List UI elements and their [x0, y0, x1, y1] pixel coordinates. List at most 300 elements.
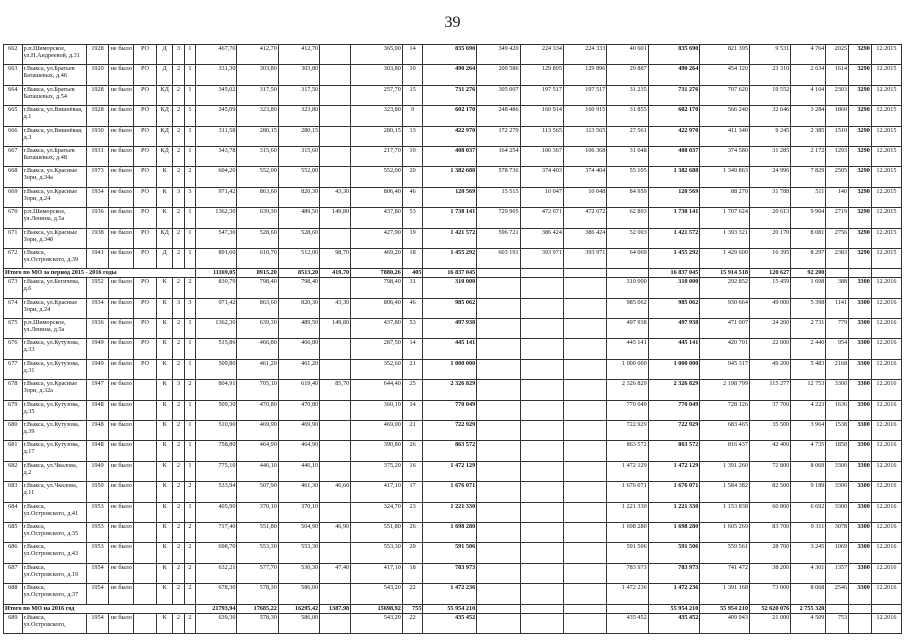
- type-cell: К: [156, 613, 173, 633]
- cost-part3-cell: 4 735: [791, 441, 826, 461]
- cost-part3-cell: 511: [791, 187, 826, 207]
- cost-part1-cell: 1 349 863: [700, 167, 750, 187]
- regional-cell: [520, 359, 563, 379]
- total-area-cell: 343,78: [196, 146, 237, 166]
- cost-part3-cell: 8 081: [791, 228, 826, 248]
- floors-cell: 3: [173, 298, 184, 318]
- fund-cell: 578 736: [477, 167, 520, 187]
- residents-cell: 16: [402, 461, 423, 481]
- local-cell: [563, 522, 606, 542]
- regional-cell: [520, 421, 563, 441]
- cost-part3-cell: 8 069: [791, 461, 826, 481]
- owned-area-cell: 644,40: [351, 380, 403, 400]
- floors-cell: 2: [173, 208, 184, 228]
- type-cell: К: [156, 208, 173, 228]
- residents-cell: 10: [402, 65, 423, 85]
- floors-cell: 2: [173, 502, 184, 522]
- living-area-cell: 489,50: [278, 208, 319, 228]
- total-area-cell: 345,09: [196, 106, 237, 126]
- condition-cell: не было: [109, 543, 134, 563]
- living-area-cell: 489,50: [278, 319, 319, 339]
- condition-cell: не было: [109, 400, 134, 420]
- nonliving-area-cell: [320, 421, 351, 441]
- unit-cost-cell: 3300: [826, 502, 849, 522]
- owners-cell: 770 049: [607, 400, 648, 420]
- year-cell: 1949: [86, 359, 109, 379]
- cost-part3-cell: 2 385: [791, 126, 826, 146]
- regional-cell: [520, 400, 563, 420]
- cost-part2-cell: 23 310: [749, 65, 790, 85]
- nonliving-area-cell: [320, 441, 351, 461]
- cost-works-cell: 435 452: [648, 613, 700, 633]
- total-area-cell: 311,58: [196, 126, 237, 146]
- residents-cell: 18: [402, 248, 423, 268]
- cost-part2-cell: 83 700: [749, 522, 790, 542]
- unit-cost-cell: 3300: [826, 461, 849, 481]
- entrances-cell: 3: [184, 187, 195, 207]
- cost-works-cell: 1 000 000: [648, 359, 700, 379]
- empty-cell: [826, 604, 849, 613]
- condition-cell: не было: [109, 461, 134, 481]
- type-cell: К: [156, 278, 173, 298]
- entrances-cell: 2: [184, 482, 195, 502]
- condition-cell: не было: [109, 502, 134, 522]
- year-cell: 1948: [86, 400, 109, 420]
- condition-cell: не было: [109, 85, 134, 105]
- type-cell: Д: [156, 65, 173, 85]
- address-cell: г.Выкса, ул.Красные Зори, д.34а: [22, 167, 86, 187]
- owners-cell: 435 452: [607, 613, 648, 633]
- empty-cell: [826, 269, 849, 278]
- cost-total-cell: 591 506: [423, 543, 477, 563]
- table-row: [4, 421, 902, 441]
- table-row: [4, 298, 902, 318]
- table-row: [4, 106, 902, 126]
- owners-cell: 64 069: [607, 248, 648, 268]
- fund-cell: [477, 278, 520, 298]
- cost-part1-cell: 707 620: [700, 85, 750, 105]
- cost-part1-cell: 728 126: [700, 400, 750, 420]
- type-cell: К: [156, 319, 173, 339]
- area-cell: 578,30: [237, 584, 278, 604]
- cost-part3-cell: 8 068: [791, 584, 826, 604]
- local-cell: 129 896: [563, 65, 606, 85]
- cost-total-cell: 310 000: [423, 278, 477, 298]
- owned-area-cell: 324,70: [351, 502, 403, 522]
- floors-cell: 2: [173, 65, 184, 85]
- subtotal-f5-cell: 16 837 045: [648, 269, 700, 278]
- living-area-cell: 552,00: [278, 167, 319, 187]
- limit-cell: 3290: [849, 85, 872, 105]
- nonliving-area-cell: [320, 106, 351, 126]
- local-cell: 386 424: [563, 228, 606, 248]
- row-number: 688: [4, 584, 23, 604]
- cost-total-cell: 602 170: [423, 106, 477, 126]
- residents-cell: 10: [402, 146, 423, 166]
- cost-part3-cell: 9 311: [791, 522, 826, 542]
- entrances-cell: 1: [184, 400, 195, 420]
- material-cell: РО: [134, 126, 157, 146]
- cost-total-cell: 722 929: [423, 421, 477, 441]
- residents-cell: 14: [402, 339, 423, 359]
- address-cell: г.Выкса, ул.Островского, д.37: [22, 584, 86, 604]
- area-cell: 863,60: [237, 298, 278, 318]
- nonliving-area-cell: [320, 146, 351, 166]
- cost-part1-cell: 1 584 382: [700, 482, 750, 502]
- material-cell: [134, 502, 157, 522]
- address-cell: г.Выкса, ул.Островского, д.39: [22, 248, 86, 268]
- table-row: [4, 248, 902, 268]
- floors-cell: 3: [173, 380, 184, 400]
- cost-total-cell: 1 221 330: [423, 502, 477, 522]
- year-cell: 1947: [86, 380, 109, 400]
- residents-cell: 26: [402, 441, 423, 461]
- unit-cost-cell: 1293: [826, 146, 849, 166]
- living-area-cell: 317,50: [278, 85, 319, 105]
- cost-total-cell: 1 472 129: [423, 461, 477, 481]
- period-cell: 12.2015: [871, 187, 901, 207]
- cost-part3-cell: 9 189: [791, 482, 826, 502]
- local-cell: [563, 339, 606, 359]
- empty-cell: [607, 604, 648, 613]
- living-area-cell: 619,40: [278, 380, 319, 400]
- table-row: [4, 400, 902, 420]
- cost-part3-cell: 6 692: [791, 502, 826, 522]
- cost-part1-cell: 1 393 321: [700, 228, 750, 248]
- fund-cell: 164 254: [477, 146, 520, 166]
- regional-cell: [520, 522, 563, 542]
- limit-cell: 3300: [849, 319, 872, 339]
- type-cell: КД: [156, 228, 173, 248]
- entrances-cell: 1: [184, 359, 195, 379]
- cost-part3-cell: 2 731: [791, 319, 826, 339]
- type-cell: К: [156, 359, 173, 379]
- owned-area-cell: 375,20: [351, 461, 403, 481]
- regional-cell: [520, 563, 563, 583]
- cost-total-cell: 770 049: [423, 400, 477, 420]
- period-cell: 12.2016: [871, 543, 901, 563]
- entrances-cell: 2: [184, 278, 195, 298]
- type-cell: КД: [156, 146, 173, 166]
- subtotal-people-cell: 405: [402, 269, 423, 278]
- residents-cell: 9: [402, 106, 423, 126]
- area-cell: 461,20: [237, 359, 278, 379]
- fund-cell: [477, 461, 520, 481]
- area-cell: 469,90: [237, 421, 278, 441]
- material-cell: РО: [134, 339, 157, 359]
- cost-works-cell: 1 382 688: [648, 167, 700, 187]
- total-area-cell: 509,30: [196, 400, 237, 420]
- condition-cell: не было: [109, 563, 134, 583]
- fund-cell: 15 515: [477, 187, 520, 207]
- material-cell: РО: [134, 359, 157, 379]
- table-row: [4, 167, 902, 187]
- owned-area-cell: 551,80: [351, 522, 403, 542]
- total-area-cell: 891,60: [196, 248, 237, 268]
- owned-area-cell: 287,50: [351, 339, 403, 359]
- subtotal-a1-cell: 11169,05: [196, 269, 237, 278]
- residents-cell: 31: [402, 278, 423, 298]
- cost-part1-cell: 1 391 168: [700, 584, 750, 604]
- condition-cell: не было: [109, 106, 134, 126]
- entrances-cell: 2: [184, 584, 195, 604]
- cost-part1-cell: 559 561: [700, 543, 750, 563]
- nonliving-area-cell: [320, 400, 351, 420]
- cost-works-cell: 497 938: [648, 319, 700, 339]
- unit-cost-cell: 2025: [826, 45, 849, 65]
- limit-cell: 3300: [849, 482, 872, 502]
- condition-cell: не было: [109, 613, 134, 633]
- floors-cell: 2: [173, 584, 184, 604]
- subtotal-f6-cell: 15 914 518: [700, 269, 750, 278]
- cost-part3-cell: 4 301: [791, 563, 826, 583]
- cost-part2-cell: 73 000: [749, 584, 790, 604]
- limit-cell: 3300: [849, 400, 872, 420]
- type-cell: КД: [156, 85, 173, 105]
- type-cell: К: [156, 421, 173, 441]
- nonliving-area-cell: 46,90: [320, 522, 351, 542]
- cost-works-cell: 1 676 071: [648, 482, 700, 502]
- owned-area-cell: 806,40: [351, 187, 403, 207]
- living-area-cell: 820,30: [278, 298, 319, 318]
- area-cell: 705,10: [237, 380, 278, 400]
- owned-area-cell: 352,60: [351, 359, 403, 379]
- table-row: [4, 584, 902, 604]
- living-area-cell: 586,00: [278, 613, 319, 633]
- table-row: [4, 522, 902, 542]
- area-cell: 551,80: [237, 522, 278, 542]
- nonliving-area-cell: 43,30: [320, 187, 351, 207]
- type-cell: К: [156, 482, 173, 502]
- material-cell: РО: [134, 85, 157, 105]
- unit-cost-cell: 753: [826, 613, 849, 633]
- cost-part2-cell: 9 531: [749, 45, 790, 65]
- total-area-cell: 515,86: [196, 339, 237, 359]
- table-row: [4, 187, 902, 207]
- owners-cell: 445 141: [607, 339, 648, 359]
- table-row: [4, 441, 902, 461]
- local-cell: [563, 298, 606, 318]
- cost-part3-cell: 4 764: [791, 45, 826, 65]
- period-cell: 12.2016: [871, 482, 901, 502]
- fund-cell: [477, 502, 520, 522]
- year-cell: 1953: [86, 543, 109, 563]
- local-cell: 10 048: [563, 187, 606, 207]
- local-cell: [563, 319, 606, 339]
- period-cell: 12.2016: [871, 339, 901, 359]
- regional-cell: 106 367: [520, 146, 563, 166]
- limit-cell: 3300: [849, 359, 872, 379]
- type-cell: К: [156, 167, 173, 187]
- address-cell: г.Выкса, ул.Красные Зори, д.24: [22, 187, 86, 207]
- cost-works-cell: 591 506: [648, 543, 700, 563]
- empty-cell: [520, 604, 563, 613]
- table-row: [4, 502, 902, 522]
- address-cell: г.Выкса, ул.Вишнёвая, д.3: [22, 126, 86, 146]
- regional-cell: 160 914: [520, 106, 563, 126]
- area-cell: 528,60: [237, 228, 278, 248]
- empty-cell: [871, 604, 901, 613]
- cost-part1-cell: 409 943: [700, 613, 750, 633]
- total-area-cell: 717,40: [196, 522, 237, 542]
- subtotal-f7-cell: 120 627: [749, 269, 790, 278]
- total-area-cell: 830,79: [196, 278, 237, 298]
- material-cell: РО: [134, 167, 157, 187]
- type-cell: К: [156, 380, 173, 400]
- cost-part2-cell: 49 200: [749, 359, 790, 379]
- cost-works-cell: 1 421 572: [648, 228, 700, 248]
- regional-cell: 113 565: [520, 126, 563, 146]
- row-number: 684: [4, 502, 23, 522]
- cost-works-cell: 1 472 236: [648, 584, 700, 604]
- empty-cell: [520, 269, 563, 278]
- area-cell: 798,40: [237, 278, 278, 298]
- condition-cell: не было: [109, 228, 134, 248]
- year-cell: 1928: [86, 106, 109, 126]
- cost-works-cell: 985 062: [648, 298, 700, 318]
- entrances-cell: 1: [184, 339, 195, 359]
- subtotal-a2-cell: 8915,20: [237, 269, 278, 278]
- cost-part1-cell: 471 007: [700, 319, 750, 339]
- period-cell: 12.2016: [871, 319, 901, 339]
- period-cell: 12.2015: [871, 65, 901, 85]
- condition-cell: не было: [109, 278, 134, 298]
- cost-total-cell: 1 738 141: [423, 208, 477, 228]
- total-area-cell: 405,90: [196, 502, 237, 522]
- fund-cell: [477, 441, 520, 461]
- subtotal-f8-cell: 2 755 320: [791, 604, 826, 613]
- living-area-cell: 586,00: [278, 584, 319, 604]
- condition-cell: не было: [109, 380, 134, 400]
- total-area-cell: 1362,30: [196, 208, 237, 228]
- condition-cell: не было: [109, 248, 134, 268]
- limit-cell: 3300: [849, 461, 872, 481]
- cost-part2-cell: 16 395: [749, 248, 790, 268]
- entrances-cell: 2: [184, 613, 195, 633]
- residents-cell: 46: [402, 298, 423, 318]
- floors-cell: 2: [173, 319, 184, 339]
- table-row: [4, 228, 902, 248]
- period-cell: 12.2015: [871, 228, 901, 248]
- entrances-cell: 1: [184, 441, 195, 461]
- row-number: 663: [4, 65, 23, 85]
- local-cell: 113 565: [563, 126, 606, 146]
- cost-part2-cell: 21 000: [749, 613, 790, 633]
- period-cell: 12.2015: [871, 167, 901, 187]
- address-cell: г.Выкса, ул.Островского, д.35: [22, 522, 86, 542]
- address-cell: г.Выкса, ул.Чкалова, д.11: [22, 482, 86, 502]
- unit-cost-cell: 1614: [826, 65, 849, 85]
- cost-part3-cell: 3 245: [791, 543, 826, 563]
- period-cell: 12.2015: [871, 248, 901, 268]
- fund-cell: 603 191: [477, 248, 520, 268]
- cost-part1-cell: 1 391 260: [700, 461, 750, 481]
- residents-cell: 46: [402, 187, 423, 207]
- local-cell: [563, 543, 606, 563]
- cost-part2-cell: 24 200: [749, 319, 790, 339]
- address-cell: г.Выкса, ул.Бегичева, д.6: [22, 278, 86, 298]
- local-cell: 106 368: [563, 146, 606, 166]
- type-cell: К: [156, 461, 173, 481]
- row-number: 679: [4, 400, 23, 420]
- condition-cell: не было: [109, 339, 134, 359]
- year-cell: 1949: [86, 339, 109, 359]
- limit-cell: [849, 613, 872, 633]
- nonliving-area-cell: [320, 278, 351, 298]
- type-cell: К: [156, 522, 173, 542]
- year-cell: 1949: [86, 461, 109, 481]
- total-area-cell: 509,80: [196, 359, 237, 379]
- material-cell: РО: [134, 298, 157, 318]
- entrances-cell: 1: [184, 461, 195, 481]
- cost-total-cell: 1 455 292: [423, 248, 477, 268]
- living-area-cell: 470,80: [278, 400, 319, 420]
- regional-cell: 129 895: [520, 65, 563, 85]
- living-area-cell: 461,30: [278, 482, 319, 502]
- housing-register-table: [3, 44, 902, 634]
- local-cell: [563, 380, 606, 400]
- year-cell: 1941: [86, 248, 109, 268]
- regional-cell: 374 403: [520, 167, 563, 187]
- area-cell: 470,80: [237, 400, 278, 420]
- floors-cell: 2: [173, 146, 184, 166]
- row-number: 676: [4, 339, 23, 359]
- nonliving-area-cell: [320, 359, 351, 379]
- cost-part3-cell: 4 509: [791, 613, 826, 633]
- cost-total-cell: 408 037: [423, 146, 477, 166]
- unit-cost-cell: 1357: [826, 563, 849, 583]
- nonliving-area-cell: [320, 613, 351, 633]
- subtotal-f8-cell: 92 200: [791, 269, 826, 278]
- subtotal-row: [4, 269, 902, 278]
- nonliving-area-cell: 47,40: [320, 563, 351, 583]
- regional-cell: 393 971: [520, 248, 563, 268]
- cost-part3-cell: 1 698: [791, 278, 826, 298]
- owners-cell: 1 472 129: [607, 461, 648, 481]
- floors-cell: 2: [173, 400, 184, 420]
- owners-cell: 1 000 000: [607, 359, 648, 379]
- year-cell: 1953: [86, 522, 109, 542]
- local-cell: [563, 278, 606, 298]
- living-area-cell: 464,90: [278, 441, 319, 461]
- cost-works-cell: 1 472 129: [648, 461, 700, 481]
- cost-part1-cell: 566 240: [700, 106, 750, 126]
- local-cell: [563, 359, 606, 379]
- fund-cell: [477, 319, 520, 339]
- row-number: 675: [4, 319, 23, 339]
- area-cell: 578,30: [237, 613, 278, 633]
- year-cell: 1934: [86, 298, 109, 318]
- subtotal-label: Итого по МО за период 2015 - 2016 годы: [4, 269, 196, 278]
- nonliving-area-cell: [320, 502, 351, 522]
- owners-cell: 863 572: [607, 441, 648, 461]
- living-area-cell: 466,80: [278, 339, 319, 359]
- fund-cell: 248 486: [477, 106, 520, 126]
- cost-total-cell: 1 472 236: [423, 584, 477, 604]
- empty-cell: [563, 269, 606, 278]
- address-cell: г.Выкса, ул.Кутузова, д.33: [22, 339, 86, 359]
- subtotal-a5-cell: 7880,26: [351, 269, 403, 278]
- fund-cell: [477, 421, 520, 441]
- area-cell: 370,10: [237, 502, 278, 522]
- regional-cell: [520, 502, 563, 522]
- local-cell: 224 333: [563, 45, 606, 65]
- address-cell: г.Выкса, ул.Братьев Баташевых, д.48: [22, 146, 86, 166]
- cost-part1-cell: 1 429 600: [700, 248, 750, 268]
- table-row: [4, 126, 902, 146]
- period-cell: 12.2015: [871, 85, 901, 105]
- table-row: [4, 319, 902, 339]
